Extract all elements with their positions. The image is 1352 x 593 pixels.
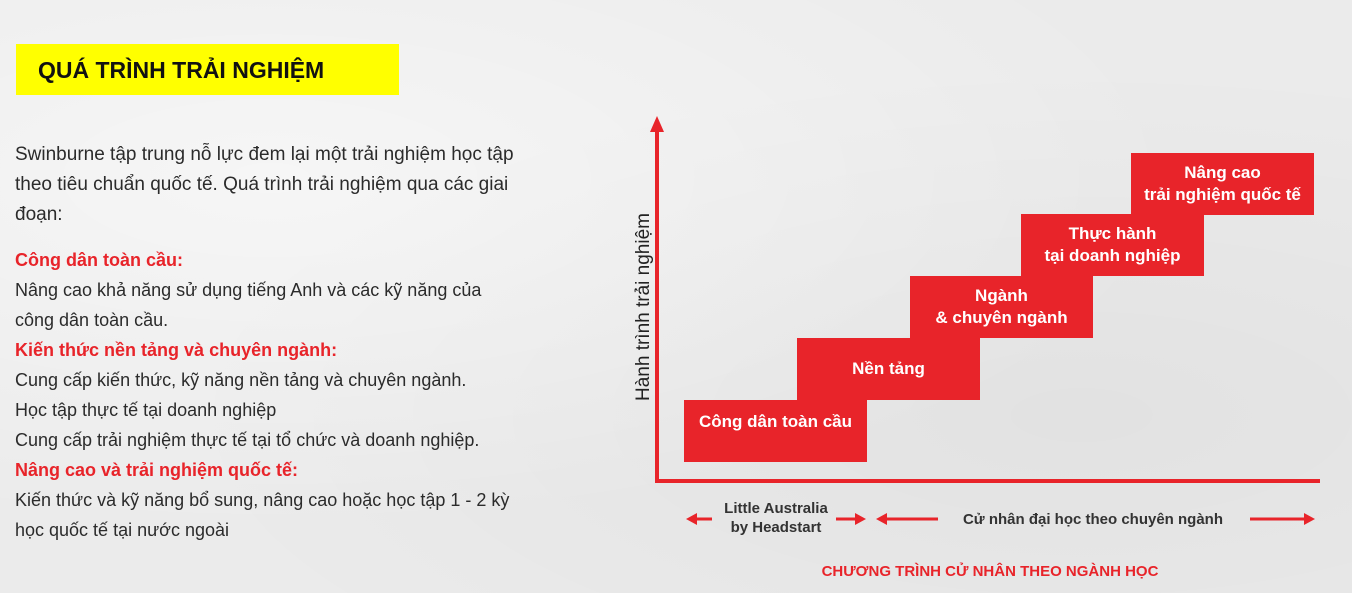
section-heading-international: Nâng cao và trải nghiệm quốc tế: [15, 460, 299, 480]
intro-line: Swinburne tập trung nỗ lực đem lại một trải nghiệm học tập [15, 144, 514, 165]
section-line: Cung cấp trải nghiệm thực tế tại tổ chức và doanh nghiệp. [15, 430, 480, 450]
step-label: Công dân toàn cầu [699, 412, 852, 431]
range-right-arrowhead [1304, 513, 1315, 525]
section-line: Cung cấp kiến thức, kỹ năng nền tảng và chuyên ngành. [15, 370, 467, 390]
section-heading-global-citizen: Công dân toàn cầu: [15, 250, 183, 270]
step-label: Nền tảng [852, 359, 925, 378]
range-left-line: by Headstart [730, 519, 822, 536]
section-line: Học tập thực tế tại doanh nghiệp [15, 400, 277, 420]
section-line: công dân toàn cầu. [15, 310, 169, 330]
range-right-arrowhead-left [876, 513, 887, 525]
step-label: Nâng cao [1184, 163, 1261, 182]
step-global-citizen [684, 400, 867, 462]
program-label: CHƯƠNG TRÌNH CỬ NHÂN THEO NGÀNH HỌC [821, 563, 1159, 580]
step-major [910, 276, 1093, 338]
section-line: Nâng cao khả năng sử dụng tiếng Anh và các kỹ năng của [15, 280, 482, 300]
range-left-label [705, 499, 847, 537]
section-line: học quốc tế tại nước ngoài [15, 520, 229, 540]
section-line: Kiến thức và kỹ năng bổ sung, nâng cao hoặc học tập 1 - 2 kỳ [15, 490, 510, 510]
step-practice [1021, 214, 1204, 276]
step-label: tại doanh nghiệp [1044, 246, 1181, 265]
step-label: & chuyên ngành [935, 308, 1068, 327]
step-label: Ngành [975, 286, 1028, 305]
step-foundation [797, 338, 980, 400]
step-label: Thực hành [1068, 224, 1157, 243]
y-axis-arrowhead [650, 116, 664, 132]
page-title: QUÁ TRÌNH TRẢI NGHIỆM [38, 57, 325, 83]
intro-line: theo tiêu chuẩn quốc tế. Quá trình trải nghiệm qua các giai [15, 174, 509, 195]
section-heading-foundation: Kiến thức nền tảng và chuyên ngành: [15, 340, 338, 360]
intro-line: đoạn: [15, 204, 63, 225]
step-label: trải nghiệm quốc tế [1144, 185, 1301, 204]
y-axis-label: Hành trình trải nghiệm [633, 213, 654, 401]
step-international [1131, 153, 1314, 215]
range-left-arrowhead-right [855, 513, 866, 525]
range-left-arrowhead [686, 513, 697, 525]
range-right-label: Cử nhân đại học theo chuyên ngành [962, 511, 1224, 528]
range-left-line: Little Australia [724, 500, 828, 517]
